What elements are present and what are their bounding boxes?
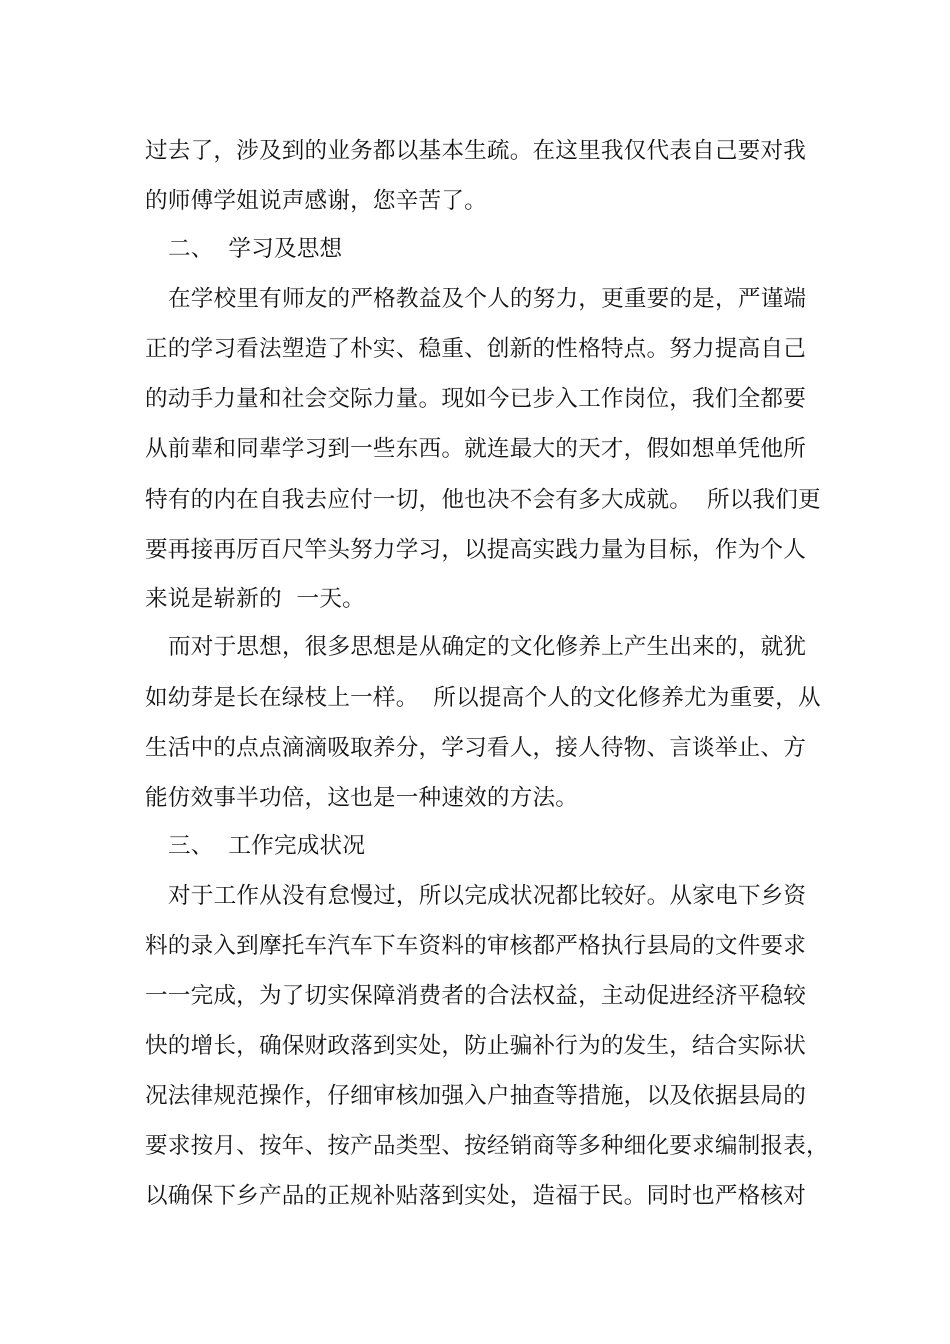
text-line: 生活中的点点滴滴吸取养分，学习看人，接人待物、言谈举止、方 (145, 735, 807, 761)
text-line: 料的录入到摩托车汽车下车资料的审核都严格执行县局的文件要求 (145, 933, 807, 959)
text-line: 要再接再厉百尺竿头努力学习，以提高实践力量为目标，作为个人 (145, 537, 807, 563)
text-line: 在学校里有师友的严格教益及个人的努力，更重要的是，严谨端 (168, 286, 807, 312)
text-line: 过去了，涉及到的业务都以基本生疏。在这里我仅代表自己要对我 (145, 138, 807, 164)
text-line: 的师傅学姐说声感谢，您辛苦了。 (145, 188, 487, 214)
section-heading-2: 二、 学习及思想 (168, 236, 343, 262)
text-line: 而对于思想，很多思想是从确定的文化修养上产生出来的，就犹 (168, 634, 807, 660)
text-line: 对于工作从没有怠慢过，所以完成状况都比较好。从家电下乡资 (168, 883, 807, 909)
text-line: 能仿效事半功倍，这也是一种速效的方法。 (145, 785, 579, 811)
text-line: 快的增长，确保财政落到实处，防止骗补行为的发生，结合实际状 (145, 1033, 807, 1059)
section-heading-3: 三、 工作完成状况 (168, 833, 366, 859)
text-line: 正的学习看法塑造了朴实、稳重、创新的性格特点。努力提高自己 (145, 336, 807, 362)
text-line: 来说是崭新的 一天。 (145, 586, 365, 612)
text-line: 一一完成，为了切实保障消费者的合法权益，主动促进经济平稳较 (145, 983, 807, 1009)
text-line: 特有的内在自我去应付一切，他也决不会有多大成就。 所以我们更 (145, 487, 821, 513)
text-line: 从前辈和同辈学习到一些东西。就连最大的天才，假如想单凭他所 (145, 436, 807, 462)
text-line: 要求按月、按年、按产品类型、按经销商等多种细化要求编制报表， (145, 1133, 829, 1159)
text-line: 况法律规范操作，仔细审核加强入户抽查等措施，以及依据县局的 (145, 1083, 807, 1109)
text-line: 以确保下乡产品的正规补贴落到实处，造福于民。同时也严格核对 (145, 1183, 807, 1209)
text-line: 的动手力量和社会交际力量。现如今已步入工作岗位，我们全都要 (145, 386, 807, 412)
text-line: 如幼芽是长在绿枝上一样。 所以提高个人的文化修养尤为重要，从 (145, 685, 821, 711)
